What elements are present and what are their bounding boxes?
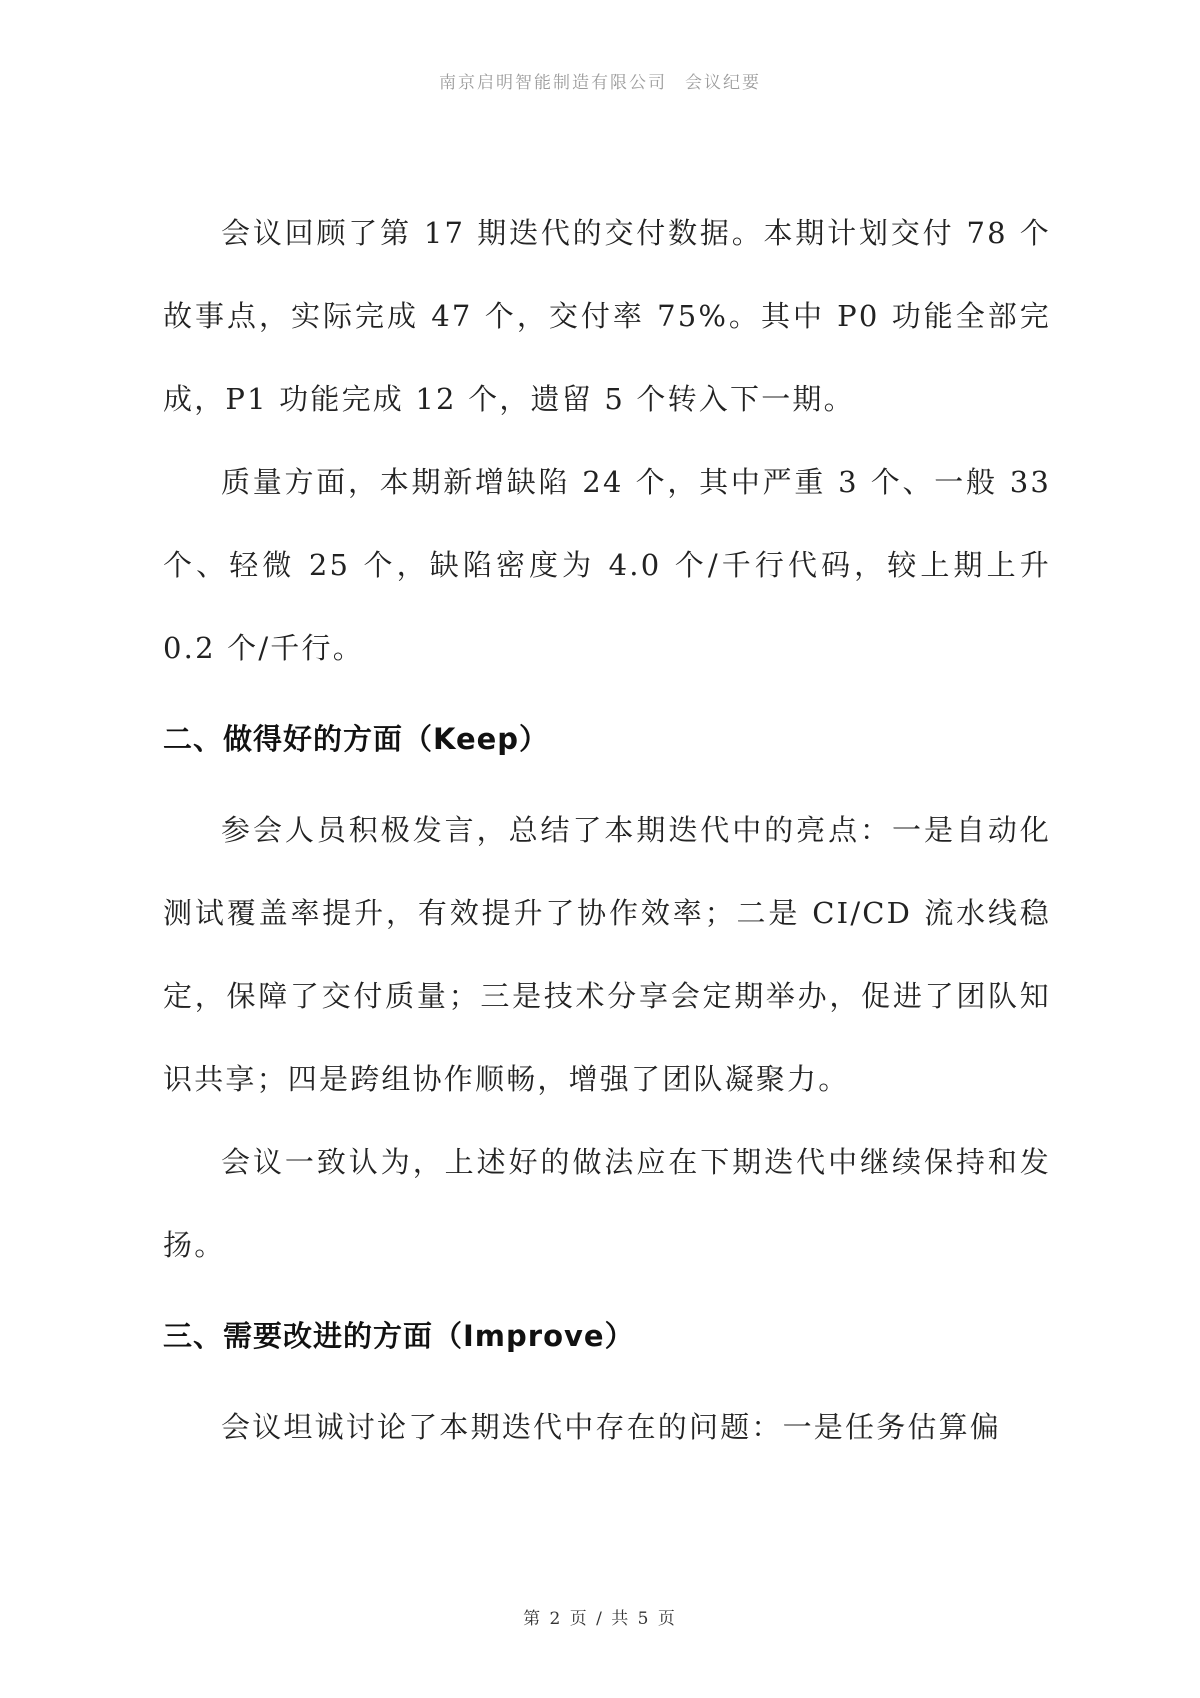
- paragraph-delivery-review: 会议回顾了第 17 期迭代的交付数据。本期计划交付 78 个故事点，实际完成 47 个，交付率 75%。其中 P0 功能全部完成，P1 功能完成 12 个，遗留 5 个转入下一期。: [163, 216, 1051, 416]
- paragraph-issues: 会议坦诚讨论了本期迭代中存在的问题：一是任务估算偏: [221, 1410, 1002, 1444]
- page-header: [0, 68, 1200, 93]
- document-body: [163, 192, 1051, 1469]
- paragraph-highlights: 参会人员积极发言，总结了本期迭代中的亮点：一是自动化测试覆盖率提升，有效提升了协作效率；二是 CI/CD 流水线稳定，保障了交付质量；三是技术分享会定期举办，促进了团队知识共享；四是跨组协作顺畅，增强了团队凝聚力。: [163, 813, 1051, 1096]
- header-company: 南京启明智能制造有限公司: [439, 73, 667, 93]
- paragraph-consensus: 会议一致认为，上述好的做法应在下期迭代中继续保持和发扬。: [163, 1145, 1051, 1262]
- page-number: 第 2 页 / 共 5 页: [523, 1609, 677, 1629]
- section-heading-keep: 二、做得好的方面（Keep）: [163, 722, 550, 756]
- paragraph-quality: 质量方面，本期新增缺陷 24 个，其中严重 3 个、一般 33 个、轻微 25 个，缺陷密度为 4.0 个/千行代码，较上期上升 0.2 个/千行。: [163, 465, 1051, 665]
- section-heading-improve: 三、需要改进的方面（Improve）: [163, 1319, 635, 1353]
- header-doc-type: 会议纪要: [685, 73, 761, 93]
